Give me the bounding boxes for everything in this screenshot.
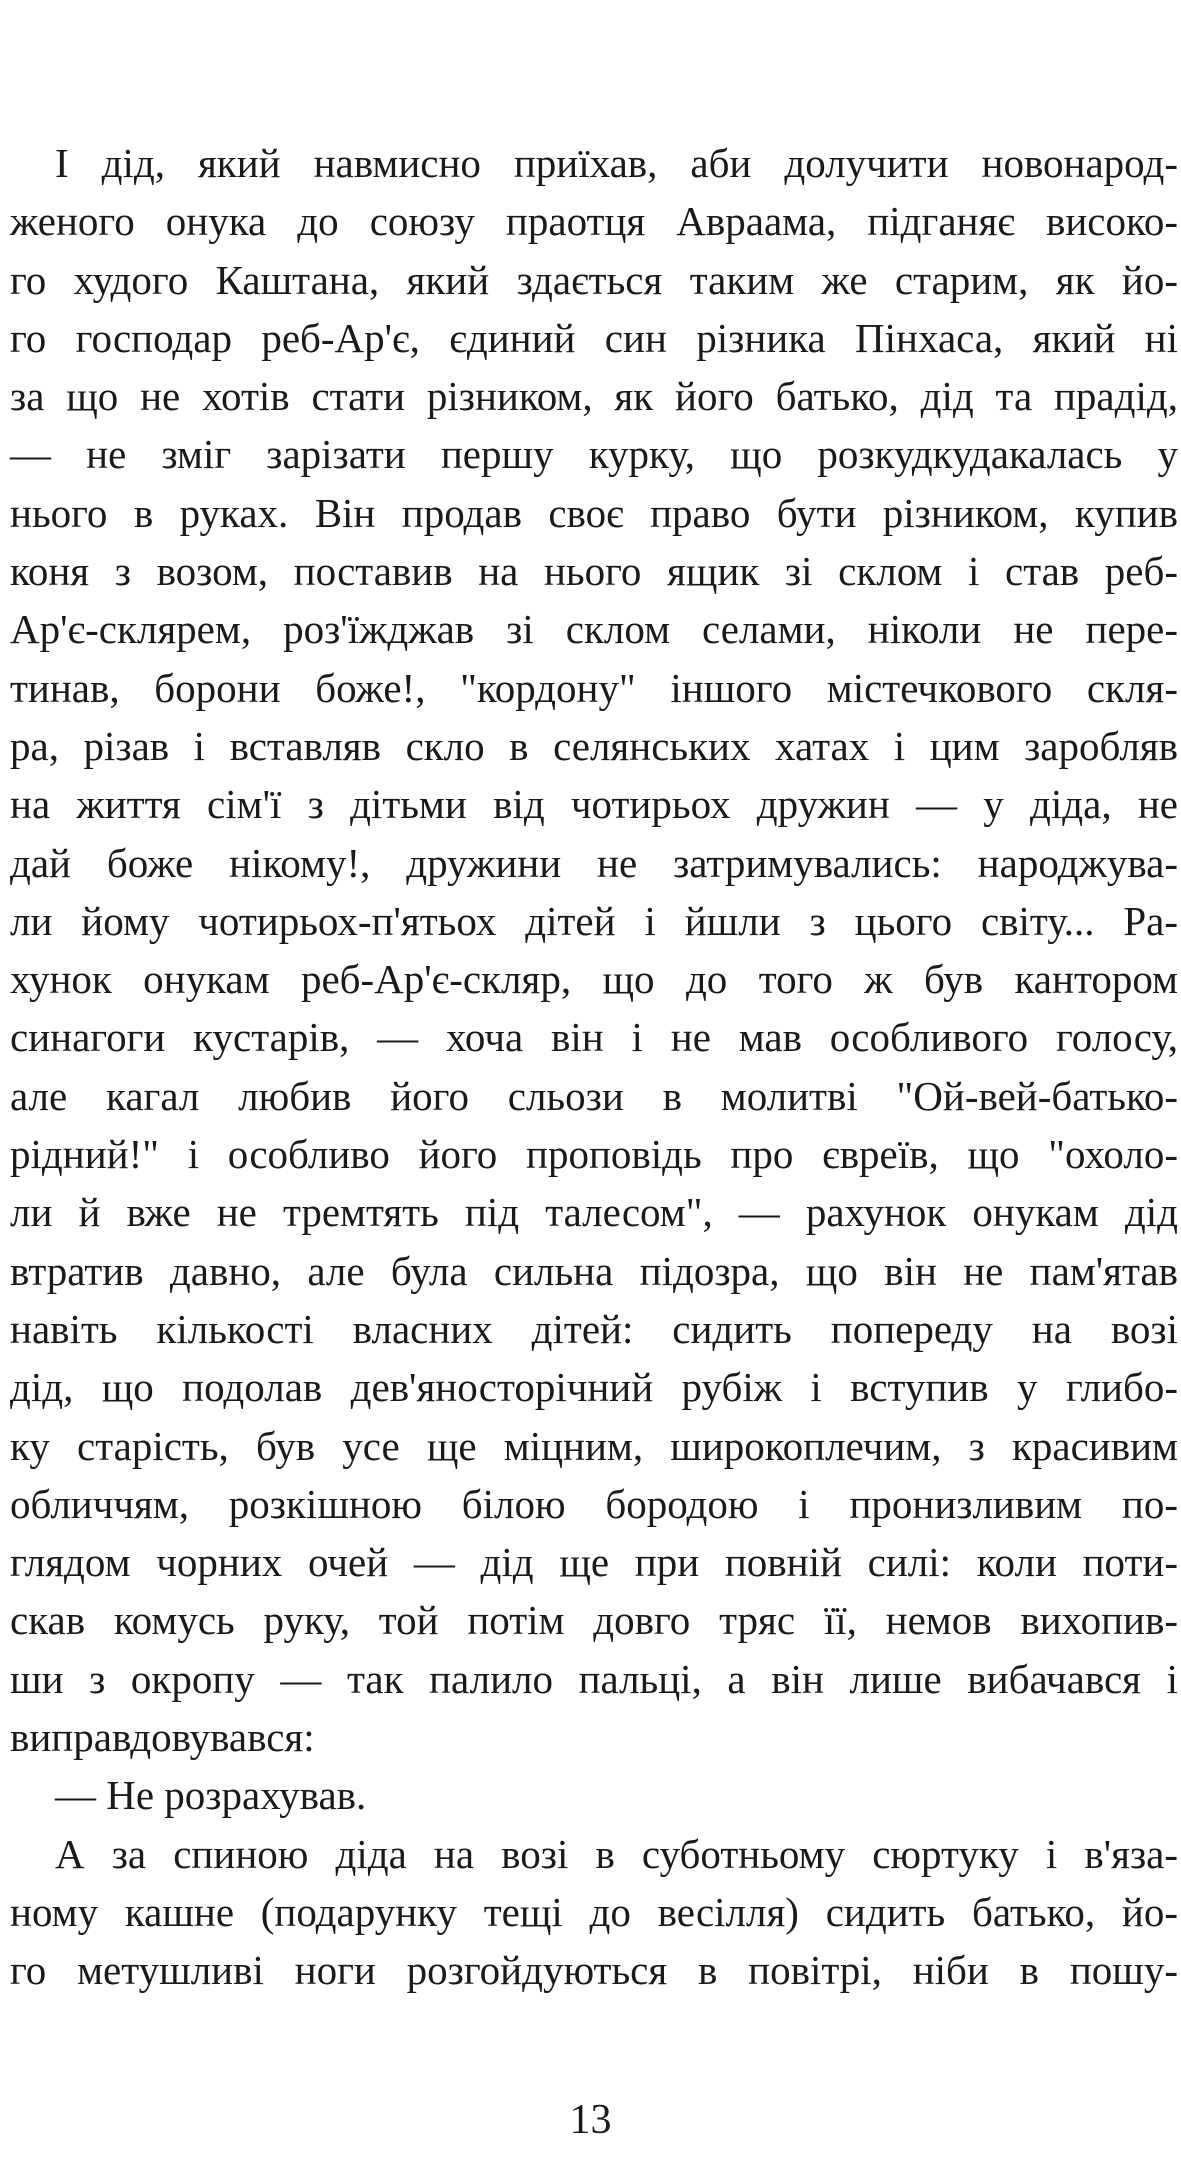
text-line: дай боже нікому!, дружини не затримувались: народжува- <box>10 839 1178 886</box>
text-line: за що не хотів стати різником, як його батько, дід та прадід, <box>10 373 1178 420</box>
text-line: на життя сім'ї з дітьми від чотирьох дружин — у діда, не <box>10 781 1178 828</box>
text-line: І дід, який навмисно приїхав, аби долучити новонарод- <box>55 140 1178 186</box>
text-line: тинав, борони боже!, "кордону" іншого містечкового скля- <box>10 664 1178 711</box>
text-line: коня з возом, поставив на нього ящик зі склом і став реб- <box>10 548 1178 595</box>
text-line: дід, що подолав дев'яносторічний рубіж і вступив у глибо- <box>10 1364 1178 1411</box>
text-line: рідний!" і особливо його проповідь про євреїв, що "охоло- <box>10 1131 1178 1178</box>
text-line: А за спиною діда на возі в суботньому сюртуку і в'яза- <box>55 1830 1178 1877</box>
text-line: навіть кількості власних дітей: сидить попереду на возі <box>10 1305 1178 1352</box>
text-line: хунок онукам реб-Ар'є-скляр, що до того ж був кантором <box>10 956 1178 1003</box>
text-line: але кагал любив його сльози в молитві "Ой-вей-батько- <box>10 1072 1178 1119</box>
text-line: го господар реб-Ар'є, єдиний син різника Пінхаса, який ні <box>10 314 1178 361</box>
text-line: ра, різав і вставляв скло в селянських хатах і цим заробляв <box>10 722 1178 769</box>
text-line: нього в руках. Він продав своє право бути різником, купив <box>10 489 1178 536</box>
text-line: Ар'є-склярем, роз'їжджав зі склом селами, ніколи не пере- <box>10 606 1178 653</box>
dialogue-line: — Не розрахував. <box>55 1772 367 1819</box>
text-line: ку старість, був усе ще міцним, широкоплечим, з красивим <box>10 1422 1178 1469</box>
text-line: го метушливі ноги розгойдуються в повітрі, ніби в пошу- <box>10 1947 1178 1994</box>
text-line: обличчям, розкішною білою бородою і пронизливим по- <box>10 1480 1178 1527</box>
text-line: синагоги кустарів, — хоча він і не мав особливого голосу, <box>10 1014 1178 1061</box>
text-line: виправдовувався: <box>10 1714 315 1761</box>
text-line: втратив давно, але була сильна підозра, що він не пам'ятав <box>10 1247 1178 1294</box>
body-text <box>10 134 1178 2000</box>
text-line: ному кашне (подарунку тещі до весілля) сидить батько, йо- <box>10 1888 1178 1935</box>
text-line: ши з окропу — так палило пальці, а він лише вибачався і <box>10 1655 1178 1702</box>
text-line: ли й вже не тремтять під талесом", — рахунок онукам дід <box>10 1189 1178 1236</box>
page-number: 13 <box>569 2097 612 2143</box>
text-line: глядом чорних очей — дід ще при повній силі: коли поти- <box>10 1539 1178 1586</box>
text-line: ли йому чотирьох-п'ятьох дітей і йшли з цього світу... Ра- <box>10 897 1178 944</box>
text-line: скав комусь руку, той потім довго тряс її, немов вихопив- <box>10 1597 1178 1644</box>
text-line: — не зміг зарізати першу курку, що розкудкудакалась у <box>10 431 1178 478</box>
text-line: женого онука до союзу праотця Авраама, підганяє високо- <box>10 198 1178 245</box>
text-line: го худого Каштана, який здається таким же старим, як йо- <box>10 256 1178 303</box>
